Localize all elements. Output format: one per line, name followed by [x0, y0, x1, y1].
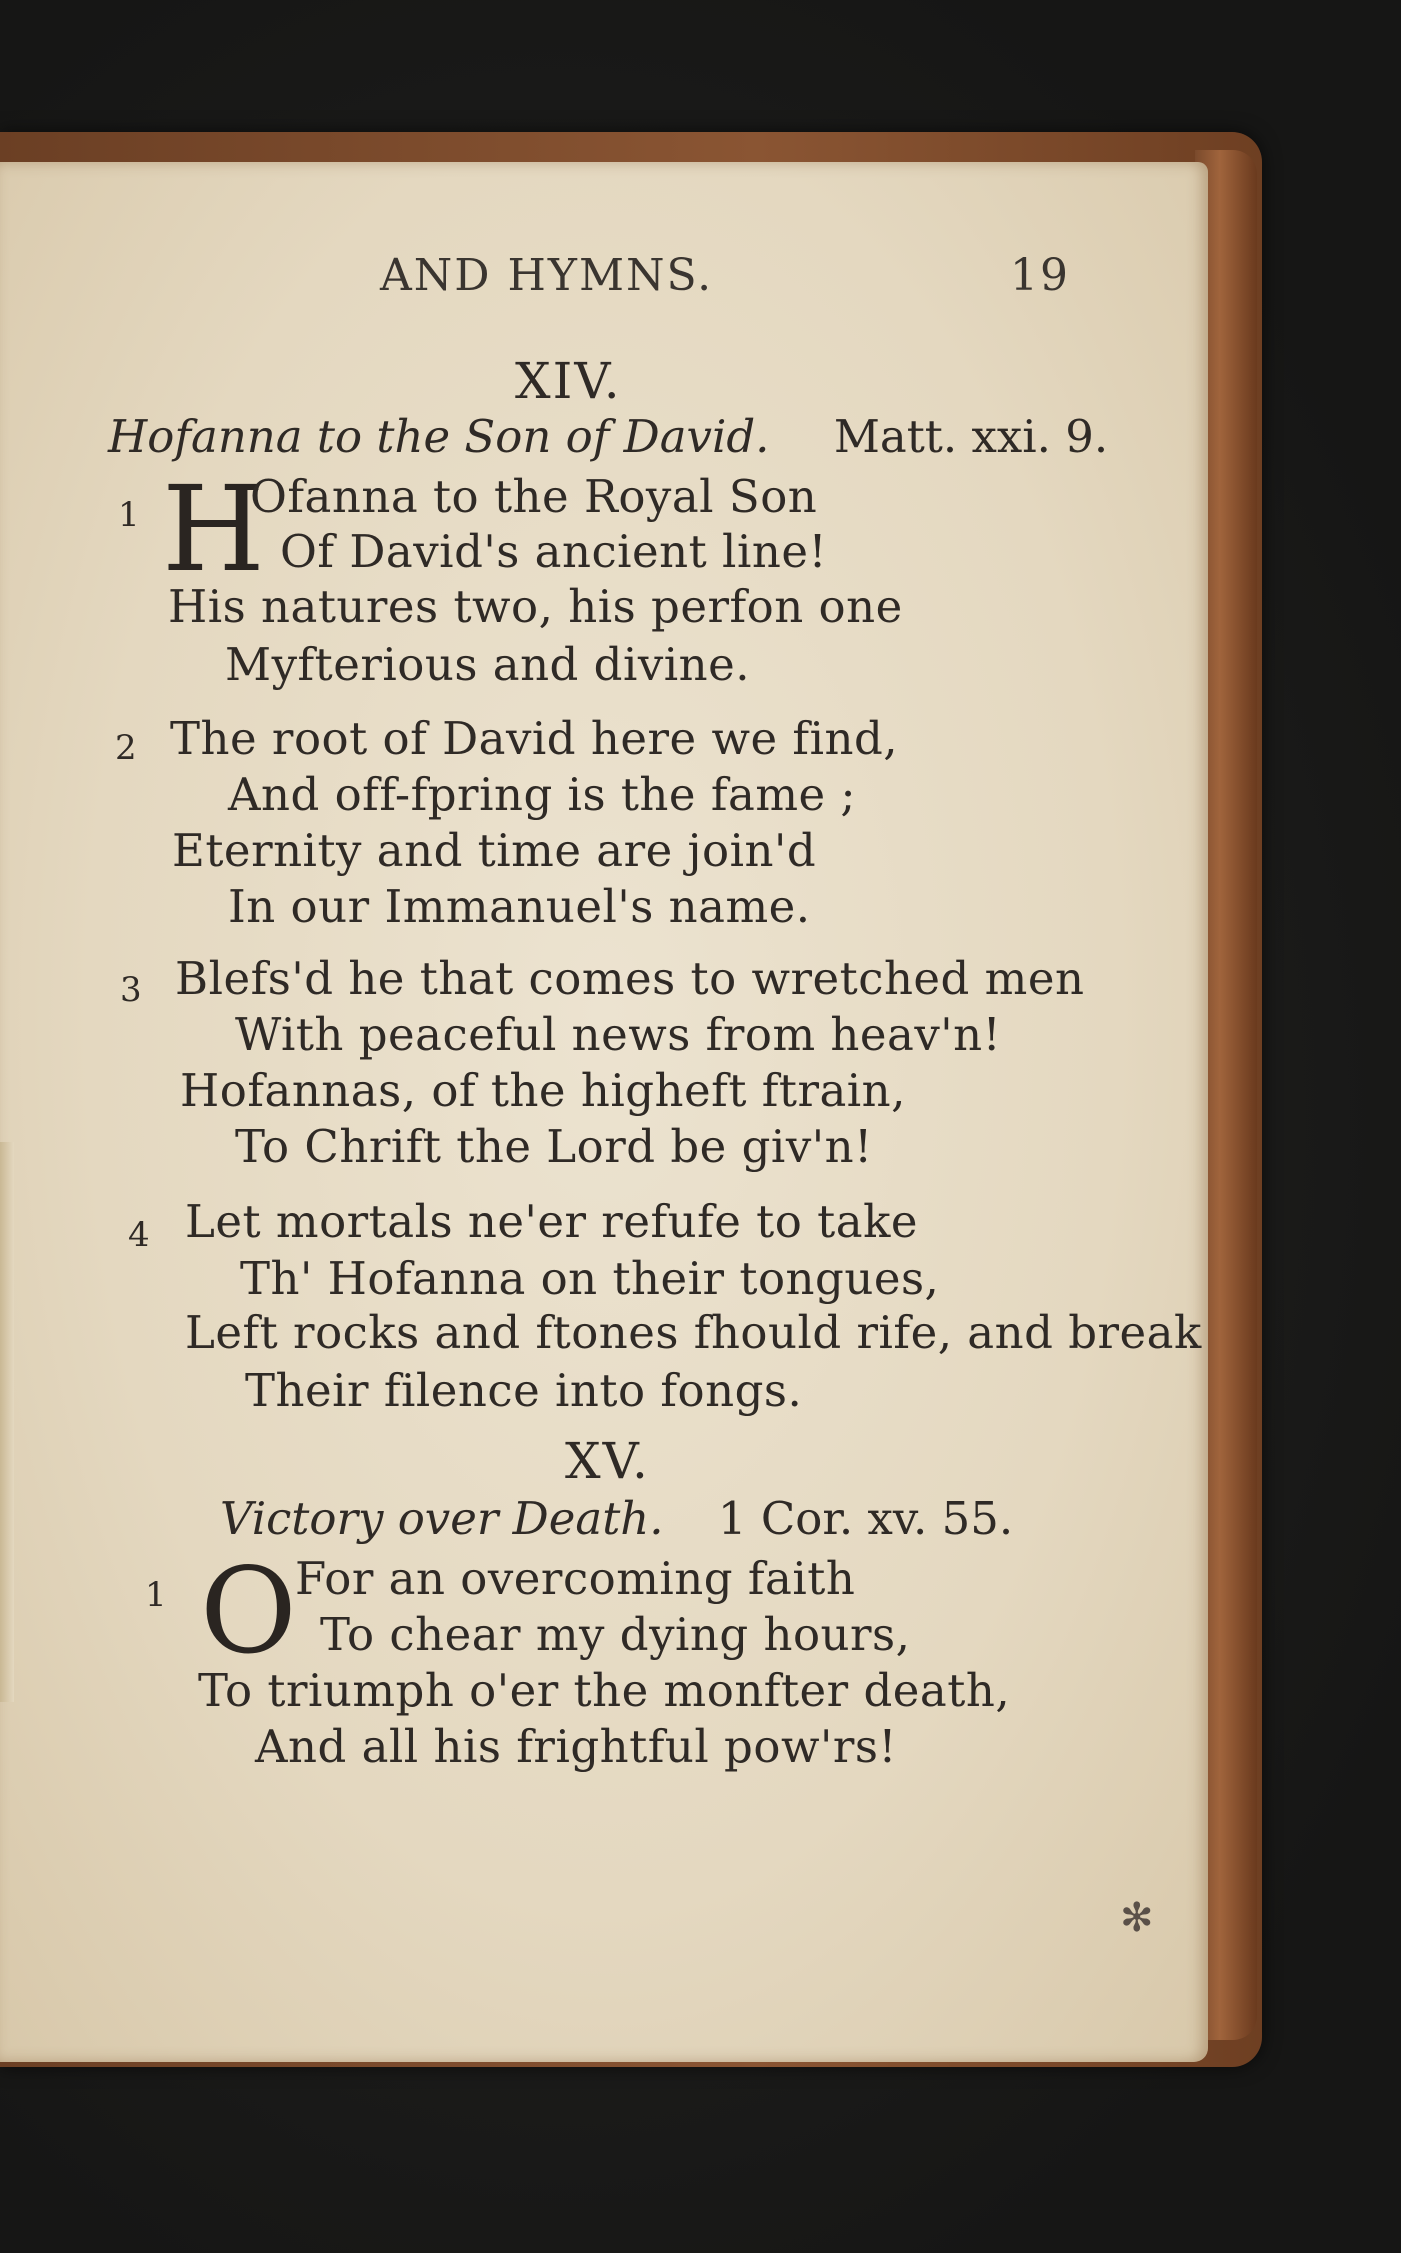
verse-line: The root of David here we find, — [170, 712, 899, 765]
hymn-title-line — [220, 1492, 1013, 1545]
hymn-numeral: XV. — [565, 1432, 650, 1490]
hymn-title-line — [108, 410, 1108, 463]
verse-line: Of David's ancient line! — [280, 525, 828, 578]
verse-line: Their filence into fongs. — [245, 1364, 803, 1417]
hymn-title: Victory over Death. — [220, 1492, 664, 1545]
hymn-numeral: XIV. — [515, 352, 622, 410]
verse-line: Left rocks and ftones fhould rife, and break — [185, 1306, 1202, 1359]
verse-line: For an overcoming faith — [295, 1552, 856, 1605]
hymn-reference: 1 Cor. xv. 55. — [717, 1492, 1014, 1545]
drop-cap: O — [200, 1542, 297, 1680]
hymn-reference: Matt. xxi. 9. — [833, 410, 1109, 463]
verse-number: 3 — [120, 970, 142, 1010]
verse-line: His natures two, his perfon one — [168, 580, 903, 633]
verse-line: Eternity and time are join'd — [172, 824, 817, 877]
verse-line: Ofanna to the Royal Son — [250, 470, 818, 523]
verse-line: And all his frightful pow'rs! — [255, 1720, 898, 1773]
drop-cap: H — [162, 460, 265, 598]
verse-line: To Chrift the Lord be giv'n! — [235, 1120, 873, 1173]
paper-stain: ✻ — [1120, 1895, 1154, 1941]
verse-line: Hofannas, of the higheft ftrain, — [180, 1064, 906, 1117]
page-header — [380, 250, 1080, 310]
verse-number: 1 — [118, 495, 140, 535]
verse-line: To chear my dying hours, — [320, 1608, 911, 1661]
verse-number: 1 — [145, 1575, 167, 1615]
hymn-title: Hofanna to the Son of David. — [108, 410, 770, 463]
page-fold-edge — [0, 1142, 14, 1702]
verse-line: To triumph o'er the monfter death, — [198, 1664, 1011, 1717]
verse-line: And off-fpring is the fame ; — [228, 768, 857, 821]
verse-line: Myfterious and divine. — [225, 638, 751, 691]
verse-line: With peaceful news from heav'n! — [235, 1008, 1002, 1061]
verse-line: Let mortals ne'er refufe to take — [185, 1195, 918, 1248]
verse-line: Th' Hofanna on their tongues, — [240, 1252, 940, 1305]
verse-number: 4 — [128, 1215, 150, 1255]
verse-number: 2 — [115, 728, 137, 768]
page-number: 19 — [1010, 250, 1070, 301]
running-head: AND HYMNS. — [380, 250, 714, 301]
verse-line: Blefs'd he that comes to wretched men — [175, 952, 1085, 1005]
verse-line: In our Immanuel's name. — [228, 880, 811, 933]
